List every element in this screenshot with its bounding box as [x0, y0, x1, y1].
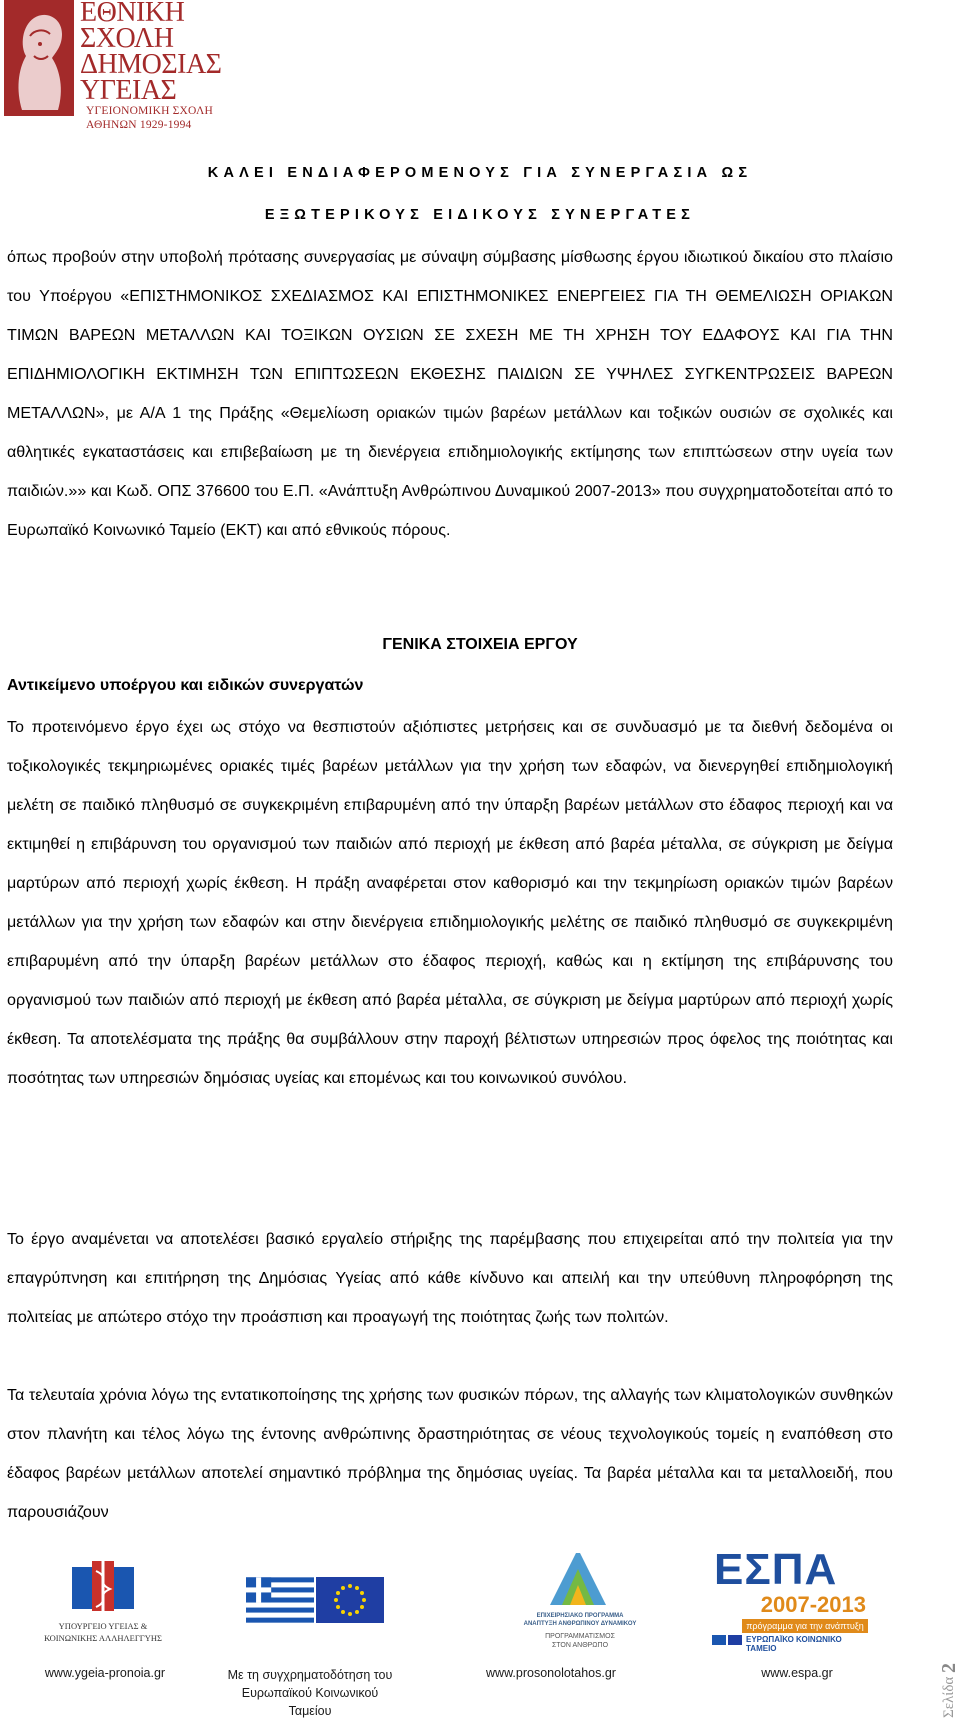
espa-logo [708, 1547, 872, 1653]
cofunding-note [210, 1666, 410, 1720]
ep-logo-line: ΠΡΟΓΡΑΜΜΑΤΙΣΜΟΣ [545, 1633, 615, 1640]
school-logo [4, 0, 260, 131]
body-paragraph: Τα τελευταία χρόνια λόγω της εντατικοποίησης της χρήσης των φυσικών πόρων, της αλλαγής των κλιματολογικών συνθηκών στον πλανήτη και τέλος λόγω της έντονης ανθρώπινης δραστηριότητας σε νέους τεχνολογικούς τομείς η εναπόθεση στο έδαφος βαρέων μετάλλων αποτελεί σημαντικό πρόβλημα της δημόσιας υγείας. Τα βαρέα μέταλλα και τα μεταλλοειδή, που παρουσιάζουν [7, 1386, 893, 1521]
ep-logo-line: ΣΤΟΝ ΑΝΘΡΩΠΟ [551, 1642, 609, 1649]
eu-flag-mini-icon [728, 1635, 742, 1645]
call-title-line-2: ΕΞΩΤΕΡΙΚΟΥΣ ΕΙΔΙΚΟΥΣ ΣΥΝΕΡΓΑΤΕΣ [264, 207, 696, 223]
ep-logo-line: ΑΝΑΠΤΥΞΗ ΑΝΘΡΩΠΙΝΟΥ ΔΥΝΑΜΙΚΟΥ [523, 1621, 637, 1627]
call-title-line-1: ΚΑΛΕΙ ΕΝΔΙΑΦΕΡΟΜΕΝΟΥΣ ΓΙΑ ΣΥΝΕΡΓΑΣΙΑ ΩΣ [207, 165, 753, 181]
body-paragraph: Το προτεινόμενο έργο έχει ως στόχο να θεσπιστούν αξιόπιστες μετρήσεις και σε συνδυασμό με τα διεθνή δεδομένα οι τοξικολογικές τεκμηριωμένες οριακές τιμές βαρέων μετάλλων για την χρήση των εδαφών, να διενεργηθεί επιδημιολογική μελέτη σε παιδικό πληθυσμό σε συγκεκριμένη επιβαρυμένη από την ύπαρξη βαρέων μετάλλων στο έδαφος περιοχή και να εκτιμηθεί η επιβάρυνση του οργανισμού των παιδιών από περιοχή με έκθεση από βαρέα μέταλλα, σε σύγκριση με δείγμα μαρτύρων από περιοχή χωρίς έκθεση. Η πράξη αναφέρεται στον καθορισμό και την τεκμηρίωση οριακών τιμών βαρέων μετάλλων για την χρήση των εδαφών και στην διενέργεια επιδημιολογικής μελέτης σε παιδικό πληθυσμό σε συγκεκριμένη επιβαρυμένη από την ύπαρξη βαρέων μετάλλων στο έδαφος περιοχή, καθώς και η εκτίμηση της επιβάρυνσης του οργανισμού των παιδιών από περιοχή με έκθεση από βαρέα μέταλλα, σε σύγκριση με δείγμα μαρτύρων από περιοχή χωρίς έκθεση. Τα αποτελέσματα της πράξης θα συμβάλλουν στην παροχή βέλτιστων υπηρεσιών προς όφελος της ποιότητας και ποσότητας των υπηρεσιών δημόσιας υγείας και επομένως και του κοινωνικού συνόλου. [7, 718, 893, 1087]
logo-subtitle-line: ΥΓΕΙΟΝΟΜΙΚΗ ΣΧΟΛΗ [86, 105, 214, 117]
espa-years: 2007-2013 [760, 1592, 866, 1617]
cofund-line: Με τη συγχρηματοδότηση του [227, 1668, 393, 1682]
bust-emblem-icon [4, 0, 74, 116]
ygeia-pronoia-link[interactable]: www.ygeia-pronoia.gr [44, 1666, 166, 1680]
footer-logos [0, 1545, 960, 1655]
cofund-line: Ευρωπαϊκού Κοινωνικού [241, 1686, 379, 1700]
greek-flag-mini-icon [712, 1635, 726, 1645]
logo-title-line: ΔΗΜΟΣΙΑΣ [80, 49, 222, 80]
eu-flag-icon [316, 1577, 384, 1623]
intro-paragraph: όπως προβούν στην υποβολή πρότασης συνεργασίας με σύναψη σύμβασης μίσθωσης έργου ιδιωτικού δικαίου στο πλαίσιο του Υποέργου «ΕΠΙΣΤΗΜΟΝΙΚΟΣ ΣΧΕΔΙΑΣΜΟΣ ΚΑΙ ΕΠΙΣΤΗΜΟΝΙΚΕΣ ΕΝΕΡΓΕΙΕΣ ΓΙΑ ΤΗ ΘΕΜΕΛΙΩΣΗ ΟΡΙΑΚΩΝ ΤΙΜΩΝ ΒΑΡΕΩΝ ΜΕΤΑΛΛΩΝ ΚΑΙ ΤΟΞΙΚΩΝ ΟΥΣΙΩΝ ΣΕ ΣΧΕΣΗ ΜΕ ΤΗ ΧΡΗΣΗ ΤΟΥ ΕΔΑΦΟΥΣ ΚΑΙ ΓΙΑ ΤΗΝ ΕΠΙΔΗΜΙΟΛΟΓΙΚΗ ΕΚΤΙΜΗΣΗ ΤΩΝ ΕΠΙΠΤΩΣΕΩΝ ΕΚΘΕΣΗΣ ΠΑΙΔΙΩΝ ΣΕ ΥΨΗΛΕΣ ΣΥΓΚΕΝΤΡΩΣΕΙΣ ΒΑΡΕΩΝ ΜΕΤΑΛΛΩΝ», με Α/Α 1 της Πράξης «Θεμελίωση οριακών τιμών βαρέων μετάλλων και τοξικών ουσιών σε σχολικές και αθλητικές εγκαταστάσεις και επιβεβαίωση με τη διενέργεια επιδημιολογικής εκτίμησης των επιπτώσεων στην υγεία των παιδιών.»» και Κωδ. ΟΠΣ 376600 του Ε.Π. «Ανάπτυξη Ανθρώπινου Δυναμικού 2007-2013» που συγχρηματοδοτείται από το Ευρωπαϊκό Κοινωνικό Ταμείο (ΕΚΤ) και από εθνικούς πόρους. [7, 248, 893, 539]
logo-title-line: ΣΧΟΛΗ [80, 23, 174, 54]
espa-slogan: πρόγραμμα για την ανάπτυξη [742, 1619, 868, 1633]
greek-flag-icon [246, 1577, 314, 1623]
cofund-line: Ταμείου [288, 1704, 332, 1718]
logo-subtitle-line: ΑΘΗΝΩΝ 1929-1994 [86, 119, 192, 131]
caduceus-icon [28, 1553, 178, 1615]
ep-human-resources-logo [510, 1549, 650, 1653]
page-label: Σελίδα [941, 1676, 957, 1718]
logo-title-line: ΕΘΝΙΚΗ [80, 0, 185, 28]
espa-link[interactable]: www.espa.gr [761, 1666, 833, 1680]
ministry-logo-line: ΥΠΟΥΡΓΕΙΟ ΥΓΕΙΑΣ & [58, 1621, 148, 1631]
espa-fund-label: ΕΥΡΩΠΑΪΚΟ ΚΟΙΝΩΝΙΚΟ ΤΑΜΕΙΟ [746, 1635, 842, 1653]
page-number [938, 1662, 960, 1718]
logo-title-line: ΥΓΕΙΑΣ [80, 75, 177, 106]
ministry-logo-line: ΚΟΙΝΩΝΙΚΗΣ ΑΛΛΗΛΕΓΓΥΗΣ [44, 1633, 162, 1643]
ep-emblem-icon [510, 1549, 650, 1607]
body-paragraph: Το έργο αναμένεται να αποτελέσει βασικό εργαλείο στήριξης της παρέμβασης που επιχειρείται από την πολιτεία για την επαγρύπνηση και επιτήρηση της Δημόσιας Υγείας από κάθε κίνδυνο και απειλή και την υπεύθυνη πληροφόρηση της πολιτείας με απώτερο στόχο την προάσπιση και προαγωγή της ποιότητας ζωής των πολιτών. [7, 1230, 893, 1326]
logo-wordmark [80, 0, 266, 132]
footer-links [0, 1660, 960, 1720]
prosonolotahos-link[interactable]: www.prosonolotahos.gr [486, 1666, 616, 1680]
subheading: Αντικείμενο υποέργου και ειδικών συνεργατών [7, 677, 364, 694]
page-number-value: 2 [938, 1662, 960, 1673]
ministry-logo [28, 1553, 178, 1653]
ep-logo-line: ΕΠΙΧΕΙΡΗΣΙΑΚΟ ΠΡΟΓΡΑΜΜΑ [536, 1613, 624, 1619]
espa-wordmark: ΕΣΠΑ [714, 1545, 838, 1594]
section-heading: ΓΕΝΙΚΑ ΣΤΟΙΧΕΙΑ ΕΡΓΟΥ [382, 636, 578, 653]
